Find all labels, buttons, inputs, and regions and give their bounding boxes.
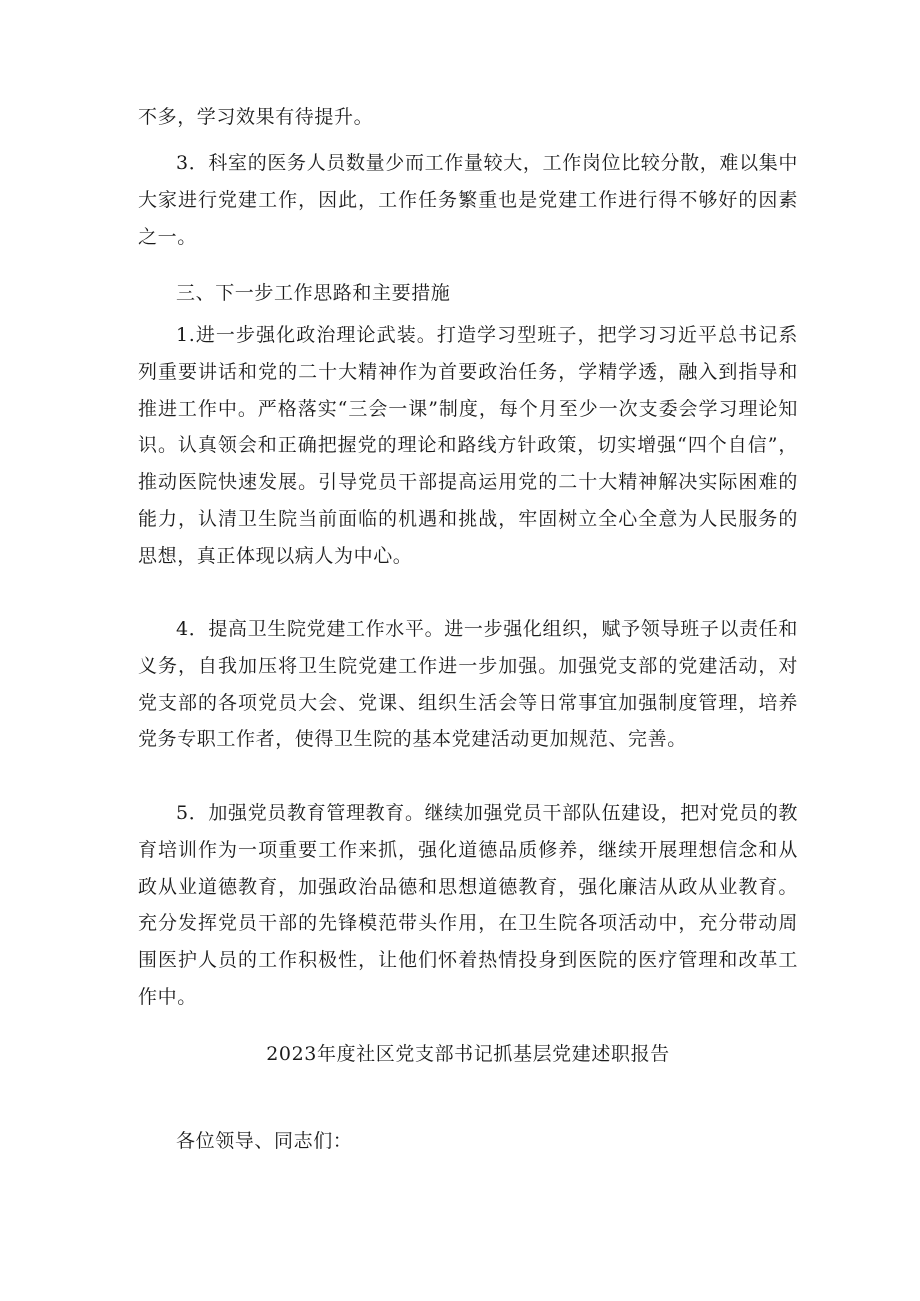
- section-heading-3: 三、下一步工作思路和主要措施: [176, 282, 451, 304]
- paragraph-item-3: 3．科室的医务人员数量少而工作量较大，工作岗位比较分散，难以集中大家进行党建工作，因此，工作任务繁重也是党建工作进行得不够好的因素之一。: [138, 152, 798, 248]
- paragraph-measure-5: 5．加强党员教育管理教育。继续加强党员干部队伍建设，把对党员的教育培训作为一项重要工作来抓，强化道德品质修养，继续开展理想信念和从政从业道德教育，加强政治品德和思想道德教育，强化廉洁从政从业教育。充分发挥党员干部的先锋模范带头作用，在卫生院各项活动中，充分带动周围医护人员的工作积极性，让他们怀着热情投身到医院的医疗管理和改革工作中。: [138, 802, 798, 1008]
- salutation: 各位领导、同志们：: [176, 1130, 353, 1152]
- paragraph-measure-1: 1.进一步强化政治理论武装。打造学习型班子，把学习习近平总书记系列重要讲话和党的二十大精神作为首要政治任务，学精学透，融入到指导和推进工作中。严格落实“三会一课”制度，每个月至少一次支委会学习理论知识。认真领会和正确把握党的理论和路线方针政策，切实增强“四个自信”，推动医院快速发展。引导党员干部提高运用党的二十大精神解决实际困难的能力，认清卫生院当前面临的机遇和挑战，牢固树立全心全意为人民服务的思想，真正体现以病人为中心。: [138, 324, 798, 567]
- paragraph-continuation: 不多，学习效果有待提升。: [138, 106, 374, 128]
- paragraph-measure-4: 4．提高卫生院党建工作水平。进一步强化组织，赋予领导班子以责任和义务，自我加压将卫生院党建工作进一步加强。加强党支部的党建活动，对党支部的各项党员大会、党课、组织生活会等日常事宜加强制度管理，培养党务专职工作者，使得卫生院的基本党建活动更加规范、完善。: [138, 618, 798, 751]
- report-title: 2023年度社区党支部书记抓基层党建述职报告: [266, 1043, 670, 1065]
